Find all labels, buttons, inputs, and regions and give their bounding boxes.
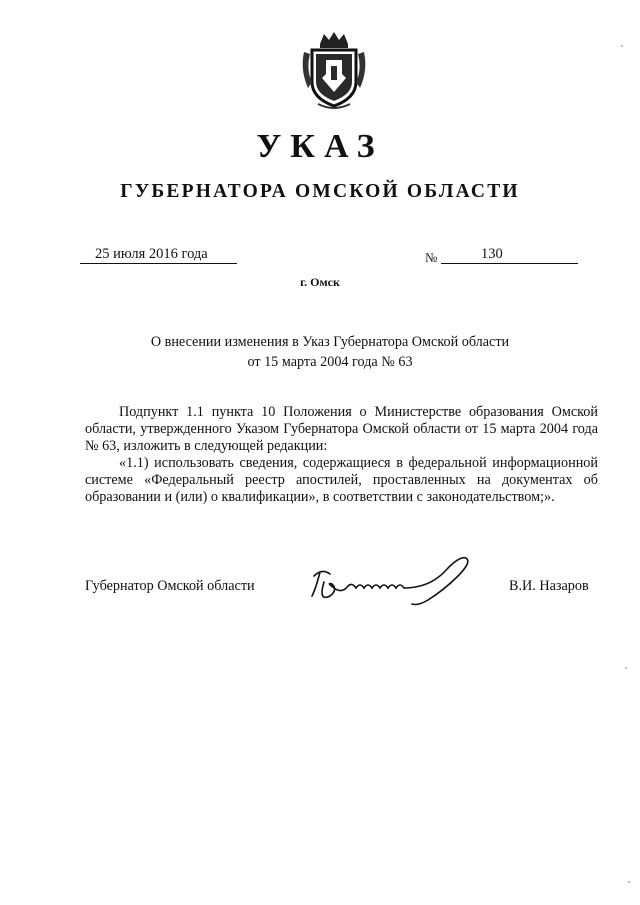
document-date-value: 25 июля 2016 года <box>95 246 208 262</box>
signatory-role: Губернатор Омской области <box>85 578 255 594</box>
document-heading-line-2: от 15 марта 2004 года № 63 <box>247 354 413 370</box>
body-paragraph-2: «1.1) использовать сведения, содержащиеся в федеральной информационной системе «Федеральный реестр апостилей, проставленных на документах об образовании и (или) о квалификации», в соответствии с законодательством;». <box>85 455 598 505</box>
document-type-title: УКАЗ <box>256 128 384 165</box>
document-heading-line-1: О внесении изменения в Указ Губернатора Омской области <box>150 334 510 350</box>
document-number <box>441 246 578 264</box>
signatory-name: В.И. Назаров <box>509 578 589 594</box>
scan-speck <box>625 667 627 669</box>
document-heading <box>120 332 540 372</box>
issuer-subtitle: ГУБЕРНАТОРА ОМСКОЙ ОБЛАСТИ <box>120 181 520 202</box>
document-number-label: № <box>425 250 438 265</box>
coat-of-arms-emblem <box>298 30 370 110</box>
document-city: г. Омск <box>300 275 340 289</box>
document-number-value: 130 <box>481 246 503 262</box>
body-paragraph-1: Подпункт 1.1 пункта 10 Положения о Министерстве образования Омской области, утвержденного Указом Губернатора Омской области от 15 марта 2004 года № 63, изложить в следующей редакции: <box>85 404 598 454</box>
document-body <box>85 404 598 506</box>
document-date <box>80 246 237 264</box>
scan-speck <box>628 881 630 883</box>
handwritten-signature <box>308 552 478 612</box>
scan-speck <box>621 45 623 47</box>
